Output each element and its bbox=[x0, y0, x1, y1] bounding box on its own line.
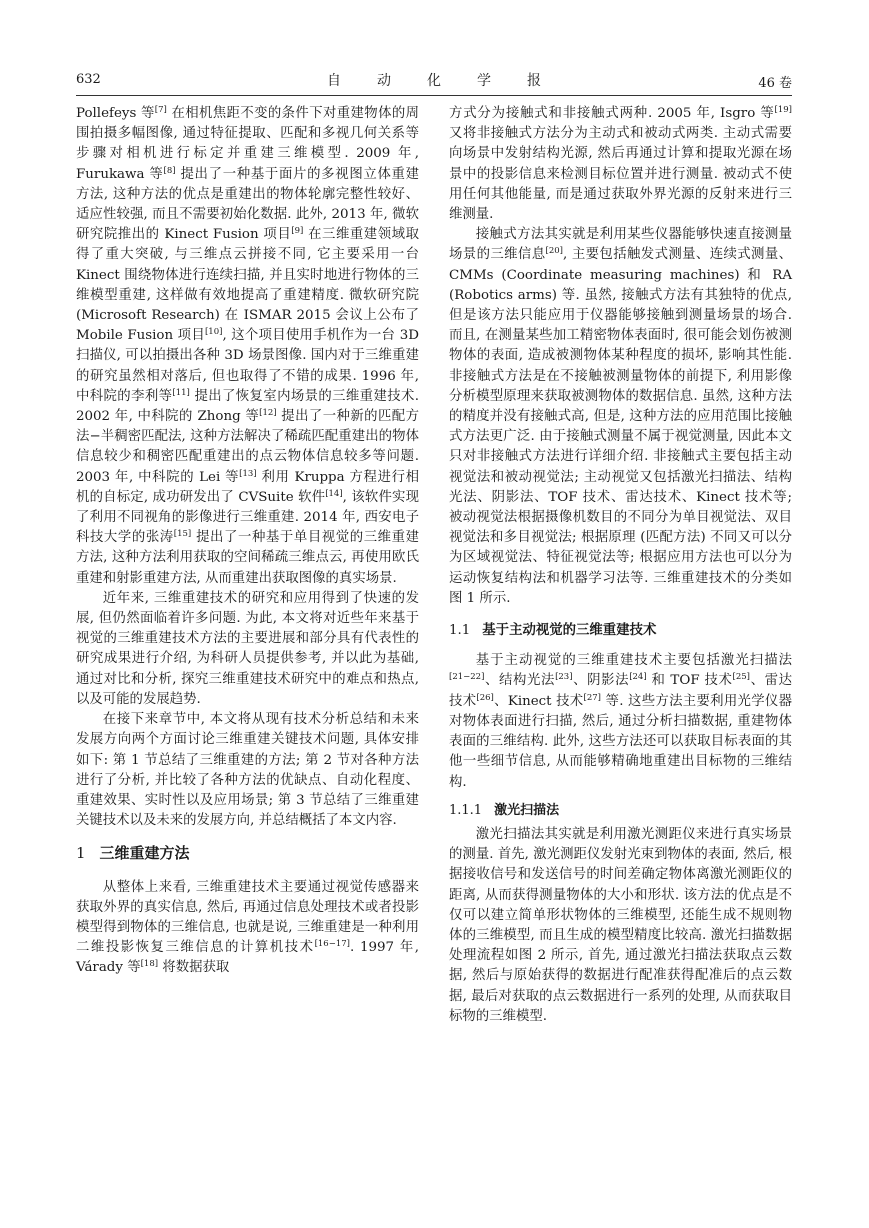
citation: [25] bbox=[732, 672, 750, 683]
citation: [21−22] bbox=[449, 672, 485, 683]
subsection-heading-1-1 bbox=[449, 621, 792, 641]
citation: [9] bbox=[291, 226, 304, 237]
right-column bbox=[449, 104, 792, 1027]
citation: [26] bbox=[476, 692, 494, 703]
left-column bbox=[76, 104, 419, 979]
subsection-title: 基于主动视觉的三维重建技术 bbox=[482, 623, 657, 639]
citation: [7] bbox=[154, 105, 167, 115]
paragraph-recent-years: 近年来, 三维重建技术的研究和应用得到了快速的发展, 但仍然面临着许多问题. 为此, 本文将对近些年来基于视觉的三维重建技术方法的主要进展和部分具有代表性的研究成果进行介绍, 为科研人员提供参考, 并以此为基础, 通过对比和分析, 探究三维重建技术研究中的难点和热点, 以及可能的发展趋势. bbox=[76, 590, 419, 707]
citation: [14] bbox=[325, 488, 343, 499]
section-heading-1 bbox=[76, 843, 419, 863]
subsection-number: 1.1 bbox=[449, 623, 471, 639]
subsubsection-heading-1-1-1 bbox=[449, 801, 792, 821]
journal-title: 自动化学报 bbox=[327, 73, 577, 89]
paragraph-active-vision: 基于主动视觉的三维重建技术主要包括激光扫描法[21−22]、结构光法[23]、阴影法[24] 和 TOF 技术[25]、雷达技术[26]、Kinect 技术[27] 等. 这些方法主要利用光学仪器对物体表面进行扫描, 然后, 通过分析扫描数据, 重建物体表面的三维结构. 此外, 这些方法还可以获取目标表面的其他一些细节信息, 从而能够精确地重建出目标物的三维结构. bbox=[449, 653, 793, 790]
paragraph-chapter-outline: 在接下来章节中, 本文将从现有技术分析总结和未来发展方向两个方面讨论三维重建关键技术问题, 具体安排如下: 第 1 节总结了三维重建的方法; 第 2 节对各种方法进行了分析, 并比较了各种方法的优缺点、自动化程度、重建效果、实时性以及应用场景; 第 3 节总结了三维重建关键技术以及未来的发展方向, 并总结概括了本文内容. bbox=[76, 712, 419, 829]
citation: [23] bbox=[555, 672, 573, 683]
paragraph-contact-methods: 接触式方法其实就是利用某些仪器能够快速直接测量场景的三维信息[20], 主要包括触发式测量、连续式测量、CMMs (Coordinate measuring machines) 和 RA (Robotics arms) 等. 虽然, 接触式方法有其独特的优点, 但是该方法只能应用于仪器能够接触到测量场景的场合. 而且, 在测量某些加工精密物体表面时, 很可能会划伤被测物体的表面, 造成被测物体某种程度的损坏, 影响其性能. 非接触式方法是在不接触被测量物体的前提下, 利用影像分析模型原理来获取被测物体的数据信息. 虽然, 这种方法的精度并没有接触式高, 但是, 这种方法的应用范围比接触式方法更广泛. 由于接触式测量不属于视觉测量, 因此本文只对非接触式方法进行详细介绍. 非接触式主要包括主动视觉法和被动视觉法; 主动视觉又包括激光扫描法、结构光法、阴影法、TOF 技术、雷达技术、Kinect 技术等; 被动视觉法根据摄像机数目的不同分为单目视觉法、双目视觉法和多目视觉法; 根据原理 (匹配方法) 不同又可以分为区域视觉法、特征视觉法等; 根据应用方法也可以分为运动恢复结构法和机器学习法等. 三维重建技术的分类如图 1 所示. bbox=[449, 227, 793, 606]
citation: [13] bbox=[239, 468, 257, 479]
page-number: 632 bbox=[76, 72, 101, 87]
citation: [15] bbox=[173, 529, 192, 540]
citation: [10] bbox=[204, 327, 223, 338]
citation: [16−17] bbox=[314, 939, 350, 950]
section-number: 1 bbox=[76, 844, 86, 863]
citation: [18] bbox=[140, 959, 159, 970]
subsubsection-number: 1.1.1 bbox=[449, 802, 483, 818]
citation: [19] bbox=[774, 105, 792, 115]
citation: [24] bbox=[629, 672, 647, 683]
citation: [8] bbox=[163, 165, 176, 176]
citation: [12] bbox=[259, 408, 277, 419]
paragraph-laser-scanning: 激光扫描法其实就是利用激光测距仪来进行真实场景的测量. 首先, 激光测距仪发射光束到物体的表面, 然后, 根据接收信号和发送信号的时间差确定物体离激光测距仪的距离, 从而获得测量物体的大小和形状. 该方法的优点是不仅可以建立简单形状物体的三维模型, 还能生成不规则物体的三维模型, 而且生成的模型精度比较高. 激光扫描数据处理流程如图 2 所示, 首先, 通过激光扫描法获取点云数据, 然后与原始获得的数据进行配准获得配准后的点云数据, 最后对获取的点云数据进行一系列的处理, 从而获取目标物的三维模型. bbox=[449, 826, 792, 1024]
citation: [11] bbox=[172, 387, 190, 398]
paragraph-pollefeys: Pollefeys 等[7] 在相机焦距不变的条件下对重建物体的周围拍摄多幅图像, 通过特征提取、匹配和多视几何关系等步骤对相机进行标定并重建三维模型. 2009 年, Furukawa 等[8] 提出了一种基于面片的多视图立体重建方法, 这种方法的优点是重建出的物体轮廓完整性较好、适应性较强, 而且不需要初始化数据. 此外, 2013 年, 微软研究院推出的 Kinect Fusion 项目[9] 在三维重建领域取得了重大突破, 与三维点云拼接不同, 它主要采用一台 Kinect 围绕物体进行连续扫描, 并且实时地进行物体的三维模型重建, 这样做有效地提高了重建精度. 微软研究院 (Microsoft Research) 在 ISMAR 2015 会议上公布了 Mobile Fusion 项目[10], 这个项目使用手机作为一台 3D 扫描仪, 可以拍摄出各种 3D 场景图像. 国内对于三维重建的研究虽然相对落后, 但也取得了不错的成果. 1996 年, 中科院的李利等[11] 提出了恢复室内场景的三维重建技术. 2002 年, 中科院的 Zhong 等[12] 提出了一种新的匹配方法−半稠密匹配法, 这种方法解决了稀疏匹配重建出的物体信息较少和稠密匹配重建出的点云物体信息较多等问题. 2003 年, 中科院的 Lei 等[13] 利用 Kruppa 方程进行相机的自标定, 成功研发出了 CVSuite 软件[14], 该软件实现了利用不同视角的影像进行三维重建. 2014 年, 西安电子科技大学的张涛[15] 提出了一种基于单目视觉的三维重建方法, 这种方法利用获取的空间稀疏三维点云, 再使用欧氏重建和射影重建方法, 从而重建出获取图像的真实场景. bbox=[76, 105, 420, 586]
paragraph-overview: 从整体上来看, 三维重建技术主要通过视觉传感器来获取外界的真实信息, 然后, 再通过信息处理技术或者投影模型得到物体的三维信息, 也就是说, 三维重建是一种利用二维投影恢复三维信息的计算机技术[16−17]. 1997 年, Várady 等[18] 将数据获取 bbox=[76, 879, 420, 976]
citation: [20] bbox=[545, 246, 563, 257]
citation: [27] bbox=[583, 692, 601, 703]
header-rule bbox=[76, 95, 792, 96]
paragraph-contact-types: 方式分为接触式和非接触式两种. 2005 年, Isgro 等[19] 又将非接触式方法分为主动式和被动式两类. 主动式需要向场景中发射结构光源, 然后再通过计算和提取光源在场景中的投影信息来检测目标位置并进行测量. 被动式不使用任何其他能量, 而是通过获取外界光源的反射来进行三维测量. bbox=[449, 105, 792, 223]
volume-label: 46 卷 bbox=[758, 76, 792, 91]
subsubsection-title: 激光扫描法 bbox=[494, 802, 560, 818]
section-title: 三维重建方法 bbox=[99, 844, 190, 863]
page-header bbox=[76, 68, 792, 90]
